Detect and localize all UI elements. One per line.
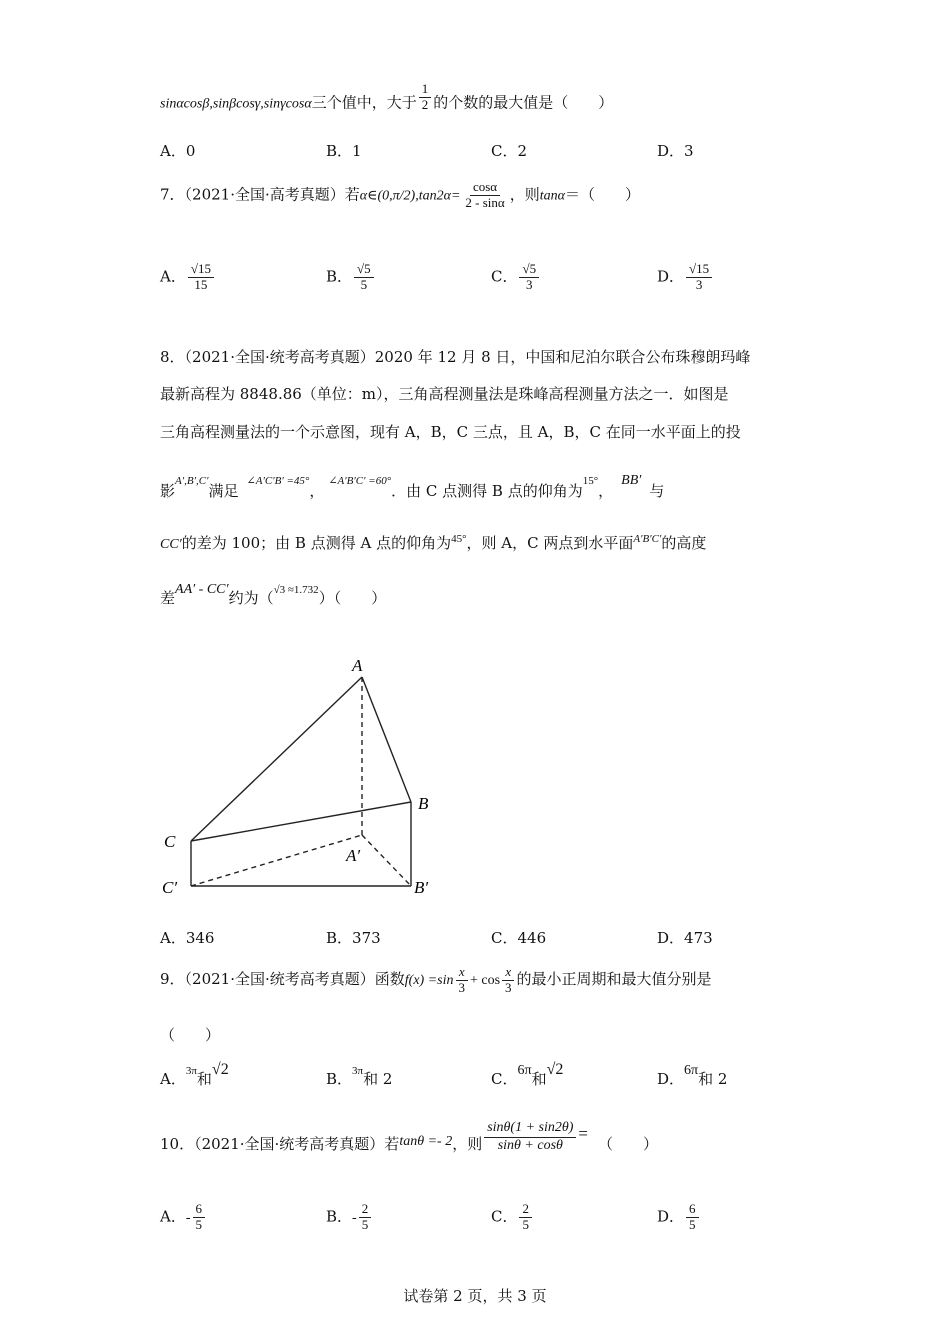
q8-angle-2: ∠A′B′C′ =60° [328, 475, 392, 487]
q9-option-b-join: 和 [363, 1070, 379, 1088]
q9-option-d-max: 2 [717, 1070, 728, 1088]
label-c-prime: C′ [162, 878, 178, 897]
q10-fraction [484, 1120, 576, 1153]
q10-option-d-frac [686, 1202, 699, 1233]
q9-option-a-label: A． [160, 1070, 186, 1088]
q9-plus-cos: + cos [469, 973, 501, 988]
q7-prefix: 7．（2021·全国·高考真题）若 [160, 185, 360, 204]
q9-frac-2-num: x [502, 965, 514, 981]
q10-option-b [326, 1202, 373, 1233]
q7-option-c-label: C． [491, 267, 518, 286]
q9-frac-2-den: 3 [505, 979, 512, 995]
q8-option-b: B．373 [326, 929, 381, 947]
q8-plane: A′B′C′ [633, 533, 662, 545]
q9-suffix: 的最小正周期和最大值分别是 [516, 970, 712, 988]
q7-option-d-frac [686, 262, 712, 293]
label-a: A [352, 656, 363, 675]
q10-option-a-frac [193, 1202, 206, 1233]
q8-line5-c: 的高度 [661, 534, 707, 552]
q8-bb: BB′ [621, 473, 642, 488]
edge-ca [191, 677, 362, 841]
q9-option-d-label: D． [657, 1070, 685, 1088]
q9-option-c-label: C． [491, 1070, 518, 1088]
q8-figure [150, 645, 450, 905]
q8-line-5 [160, 532, 706, 556]
q8-line-6 [160, 582, 386, 616]
q10-option-d-den: 5 [689, 1216, 696, 1232]
q7-option-d-den: 3 [695, 276, 703, 292]
q8-line6-c: ）（ ） [318, 589, 387, 607]
q6-option-d: D．3 [657, 142, 694, 160]
q10-option-a-num: 6 [193, 1202, 206, 1218]
q10-option-c-label: C． [491, 1207, 518, 1226]
q10-option-b-num: 2 [359, 1202, 372, 1218]
q7-option-d [657, 262, 714, 293]
q8-line5-a: 的差为 100；由 B 点测得 A 点的仰角为 [181, 534, 452, 552]
q8-line6-b: 约为（ [228, 589, 274, 607]
q6-option-c: C．2 [491, 142, 528, 160]
label-a-prime: A′ [346, 846, 361, 865]
q9-option-d-period: 6π [684, 1063, 699, 1078]
q8-line4-a: 影 [160, 482, 176, 500]
q9-option-b-label: B． [326, 1070, 353, 1088]
q10-condition: tanθ =- 2 [399, 1134, 453, 1149]
q10-option-a [160, 1202, 207, 1233]
q8-height-diff: AA′ - CC′ [175, 582, 229, 597]
q9-option-a-period: 3π [185, 1065, 197, 1077]
q10-option-d [657, 1202, 701, 1233]
q7-frac-num: cosα [470, 180, 500, 196]
q7-option-d-label: D． [657, 267, 685, 286]
q6-fraction [419, 82, 432, 113]
q7-option-a-den: 15 [194, 276, 208, 292]
q10-option-b-den: 5 [361, 1216, 369, 1232]
q8-line-4 [160, 474, 664, 510]
q10-tail: （ ） [598, 1135, 659, 1153]
q7-fraction [462, 180, 507, 211]
q8-line4-e: 与 [649, 482, 665, 500]
q8-option-d: D．473 [657, 929, 713, 947]
q7-frac-den: 2 - sinα [465, 194, 505, 210]
q8-option-a: A．346 [160, 929, 215, 947]
q7-option-b-den: 5 [360, 276, 368, 292]
q10-option-a-label: A． [160, 1207, 186, 1226]
q9-function-head: f(x) =sin [404, 973, 454, 988]
q7-option-c-frac [519, 262, 539, 293]
edge-a-prime-b-prime-dashed [362, 835, 411, 886]
q8-projection: A′,B′,C′ [175, 475, 209, 487]
q9-option-a-join: 和 [196, 1070, 212, 1088]
label-b: B [418, 794, 429, 813]
q10-option-c-num: 2 [519, 1202, 532, 1218]
q6-frac-den: 2 [421, 96, 429, 112]
q10-option-b-frac [359, 1202, 372, 1233]
q8-line-1: 8．（2021·全国·统考高考真题）2020 年 12 月 8 日，中国和尼泊尔联合公布珠穆朗玛峰 [160, 348, 751, 366]
q9-option-c-join: 和 [531, 1070, 547, 1088]
edge-c-prime-a-prime-dashed [191, 835, 362, 886]
q8-sqrt3-approx: √3 ≈1.732 [273, 584, 319, 596]
q6-expression: sinαcosβ,sinβcosγ,sinγcosα [160, 96, 312, 112]
q7-tail: ＝（ ） [564, 185, 640, 204]
q10-option-d-num: 6 [686, 1202, 699, 1218]
q8-line4-sep: ， [309, 482, 325, 500]
q9-frac-1-den: 3 [458, 979, 465, 995]
q9-frac-1 [455, 965, 468, 996]
q6-option-a: A．0 [160, 142, 196, 160]
q9-option-b-period: 3π [352, 1065, 364, 1077]
q10-mid: ，则 [452, 1135, 483, 1153]
q7-option-c-den: 3 [526, 276, 533, 292]
q9-option-b [326, 1064, 392, 1096]
q7-option-b-num: √5 [354, 262, 374, 278]
q7-condition: α∈(0,π/2),tan2α= [359, 188, 461, 204]
q8-angle-45: 45° [451, 533, 467, 545]
q9-prefix: 9．（2021·全国·统考高考真题）函数 [160, 970, 405, 988]
q9-paren: （ ） [160, 1026, 221, 1044]
q7-ask: tanα [539, 188, 565, 204]
q6-text-end: 的个数的最大值是（ ） [433, 93, 614, 112]
q9-option-a [160, 1061, 229, 1096]
q8-line4-b: 满足 [208, 482, 239, 500]
q10-option-c-frac [519, 1202, 532, 1233]
edge-cb [191, 802, 411, 841]
q9-frac-2 [502, 965, 515, 996]
edge-ab [362, 677, 411, 802]
q9-option-c-period: 6π [517, 1063, 532, 1078]
q10-prefix: 10．（2021·全国·统考高考真题）若 [160, 1135, 400, 1153]
q7-option-a [160, 262, 216, 293]
q9-frac-1-num: x [456, 965, 468, 981]
q7-option-b [326, 262, 376, 293]
q6-text-mid: 三个值中，大于 [311, 93, 417, 112]
q6-frac-num: 1 [419, 82, 432, 98]
q9-option-a-max: √2 [211, 1061, 229, 1078]
q9-option-c-max: √2 [546, 1061, 564, 1078]
q9-option-b-max: 2 [382, 1070, 393, 1088]
label-b-prime: B′ [414, 878, 429, 897]
q10-frac-num: sinθ(1 + sin2θ) [484, 1120, 576, 1137]
q10-equals: = [578, 1124, 589, 1143]
q8-line5-b: ，则 A，C 两点到水平面 [466, 534, 634, 552]
q7-option-a-label: A． [160, 267, 186, 286]
q6-option-b: B．1 [326, 142, 362, 160]
q8-option-c: C．446 [491, 929, 547, 947]
q8-line6-a: 差 [160, 589, 176, 607]
q7-suffix: ，则 [509, 185, 540, 204]
q10-option-b-label: B． [326, 1207, 353, 1226]
q10-option-a-den: 5 [195, 1216, 203, 1232]
q7-option-b-frac [354, 262, 374, 293]
q10-option-b-sign: - [352, 1210, 357, 1226]
q6-stem [160, 81, 614, 119]
q10-option-a-sign: - [185, 1210, 191, 1226]
q7-option-b-label: B． [326, 267, 353, 286]
q8-line-2: 最新高程为 8848.86（单位：m），三角高程测量法是珠峰高程测量方法之一．如图是 [160, 385, 729, 403]
q7-option-c [491, 262, 541, 293]
q9-option-c [491, 1061, 564, 1096]
q10-option-c [491, 1202, 534, 1233]
q10-stem [160, 1116, 658, 1174]
q10-option-c-den: 5 [522, 1216, 529, 1232]
q8-angle-15: 15° [582, 475, 599, 487]
q9-option-d-join: 和 [698, 1070, 714, 1088]
label-c: C [164, 832, 176, 851]
q10-option-d-label: D． [657, 1207, 685, 1226]
q7-option-a-frac [188, 262, 214, 293]
q7-option-c-num: √5 [519, 262, 539, 278]
q7-option-d-num: √15 [686, 262, 712, 278]
q7-stem [160, 180, 640, 211]
q9-stem [160, 962, 712, 998]
q8-line-3: 三角高程测量法的一个示意图，现有 A，B，C 三点，且 A，B，C 在同一水平面上的投 [160, 423, 741, 441]
q10-frac-den: sinθ + cosθ [497, 1137, 563, 1153]
q9-option-d [657, 1064, 727, 1096]
q8-line4-c: ．由 C 点测得 B 点的仰角为 [391, 482, 583, 500]
page-footer: 试卷第 2 页，共 3 页 [403, 1287, 547, 1305]
q8-angle-1: ∠A′C′B′ =45° [246, 475, 310, 487]
q8-cc: CC′ [160, 537, 182, 552]
q8-line4-d: ， [598, 482, 614, 500]
q7-option-a-num: √15 [188, 262, 214, 278]
